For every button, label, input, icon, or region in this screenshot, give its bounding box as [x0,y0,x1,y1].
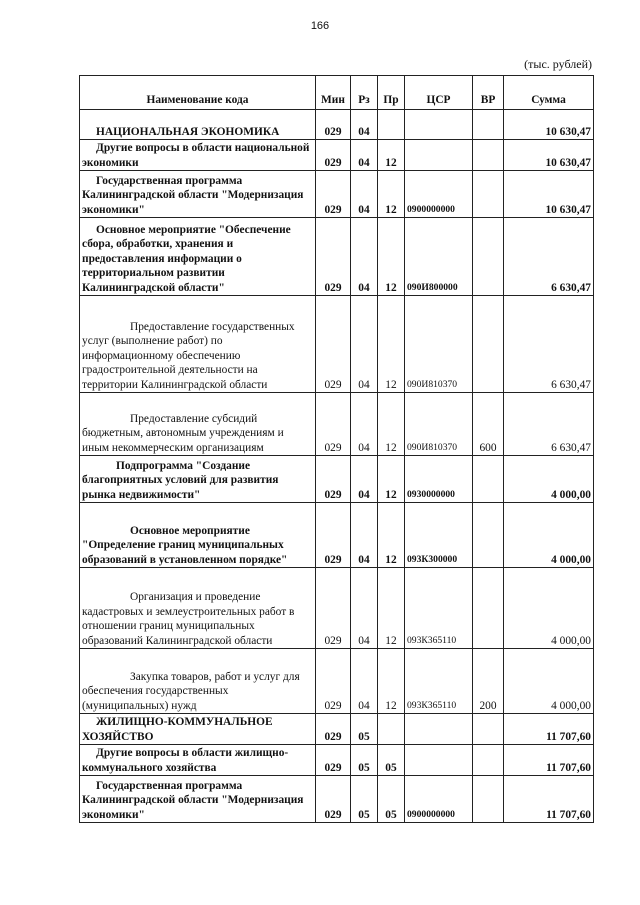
row-csr: 0930000000 [405,456,473,503]
row-min: 029 [316,110,351,140]
row-csr [405,110,473,140]
row-vr [473,171,504,218]
table-row [80,140,594,171]
row-pr: 12 [378,218,405,296]
row-rz: 04 [351,110,378,140]
table-header-row [80,76,594,110]
row-pr: 12 [378,140,405,171]
row-vr [473,456,504,503]
row-rz: 05 [351,714,378,745]
row-min: 029 [316,714,351,745]
row-min: 029 [316,776,351,823]
row-csr: 093К365110 [405,649,473,714]
row-csr: 090И810370 [405,393,473,456]
table-row [80,649,594,714]
table-row [80,568,594,649]
row-sum: 4 000,00 [504,649,594,714]
row-pr: 12 [378,296,405,393]
row-name: Государственная программа Калининградской области "Модернизация экономики" [80,171,316,218]
row-pr: 05 [378,776,405,823]
row-vr [473,568,504,649]
row-rz: 04 [351,140,378,171]
row-sum: 10 630,47 [504,171,594,218]
row-rz: 04 [351,218,378,296]
row-name: Закупка товаров, работ и услуг для обеспечения государственных (муниципальных) нужд [80,649,316,714]
row-sum: 4 000,00 [504,456,594,503]
table-row [80,171,594,218]
row-csr [405,745,473,776]
row-vr [473,776,504,823]
row-rz: 05 [351,776,378,823]
row-vr [473,140,504,171]
row-rz: 04 [351,568,378,649]
row-min: 029 [316,296,351,393]
row-sum: 10 630,47 [504,140,594,171]
row-pr: 12 [378,171,405,218]
row-min: 029 [316,218,351,296]
row-sum: 6 630,47 [504,218,594,296]
row-name: Основное мероприятие "Обеспечение сбора, обработки, хранения и предоставления информации о территориальном развитии Калининградской области" [80,218,316,296]
header-name: Наименование кода [80,76,316,110]
units-label: (тыс. рублей) [524,57,592,71]
row-min: 029 [316,649,351,714]
row-sum: 4 000,00 [504,568,594,649]
row-pr: 12 [378,456,405,503]
header-vr: ВР [473,76,504,110]
row-min: 029 [316,140,351,171]
row-sum: 11 707,60 [504,745,594,776]
row-sum: 6 630,47 [504,296,594,393]
row-sum: 10 630,47 [504,110,594,140]
row-name: Другие вопросы в области жилищно-коммунального хозяйства [80,745,316,776]
row-sum: 11 707,60 [504,714,594,745]
row-csr: 093К300000 [405,503,473,568]
row-name: Другие вопросы в области национальной экономики [80,140,316,171]
row-pr [378,110,405,140]
table-row [80,456,594,503]
header-pr: Пр [378,76,405,110]
row-name: Основное мероприятие "Определение границ муниципальных образований в установленном порядке" [80,503,316,568]
row-vr [473,110,504,140]
row-name: ЖИЛИЩНО-КОММУНАЛЬНОЕ ХОЗЯЙСТВО [80,714,316,745]
budget-table [79,75,594,823]
page-number: 166 [310,20,330,32]
row-pr: 12 [378,649,405,714]
header-rz: Рз [351,76,378,110]
header-csr: ЦСР [405,76,473,110]
row-csr: 093К365110 [405,568,473,649]
row-csr [405,714,473,745]
row-vr [473,714,504,745]
row-pr [378,714,405,745]
row-csr: 090И810370 [405,296,473,393]
row-vr [473,503,504,568]
row-min: 029 [316,393,351,456]
row-csr: 090И800000 [405,218,473,296]
row-rz: 04 [351,296,378,393]
table-row [80,503,594,568]
row-rz: 04 [351,649,378,714]
row-rz: 04 [351,503,378,568]
row-rz: 04 [351,393,378,456]
row-min: 029 [316,568,351,649]
row-name: Организация и проведение кадастровых и землеустроительных работ в отношении границ муниципальных образований Калининградской области [80,568,316,649]
table-row [80,745,594,776]
row-rz: 04 [351,456,378,503]
row-sum: 11 707,60 [504,776,594,823]
row-min: 029 [316,171,351,218]
row-min: 029 [316,745,351,776]
row-sum: 4 000,00 [504,503,594,568]
row-csr: 0900000000 [405,776,473,823]
table-row [80,296,594,393]
table-row [80,218,594,296]
row-csr [405,140,473,171]
row-min: 029 [316,456,351,503]
row-name: Государственная программа Калининградской области "Модернизация экономики" [80,776,316,823]
table-row [80,776,594,823]
row-pr: 12 [378,393,405,456]
table-row [80,393,594,456]
row-vr [473,218,504,296]
header-sum: Сумма [504,76,594,110]
row-name: НАЦИОНАЛЬНАЯ ЭКОНОМИКА [80,110,316,140]
table-row [80,714,594,745]
row-vr: 600 [473,393,504,456]
row-pr: 05 [378,745,405,776]
row-name: Подпрограмма "Создание благоприятных условий для развития рынка недвижимости" [80,456,316,503]
row-name: Предоставление государственных услуг (выполнение работ) по информационному обеспечению градостроительной деятельности на территории Калининградской области [80,296,316,393]
row-vr [473,296,504,393]
header-min: Мин [316,76,351,110]
row-rz: 04 [351,171,378,218]
row-csr: 0900000000 [405,171,473,218]
row-name: Предоставление субсидий бюджетным, автономным учреждениям и иным некоммерческим организациям [80,393,316,456]
row-rz: 05 [351,745,378,776]
row-min: 029 [316,503,351,568]
row-pr: 12 [378,568,405,649]
row-vr: 200 [473,649,504,714]
row-sum: 6 630,47 [504,393,594,456]
row-vr [473,745,504,776]
row-pr: 12 [378,503,405,568]
table-row [80,110,594,140]
